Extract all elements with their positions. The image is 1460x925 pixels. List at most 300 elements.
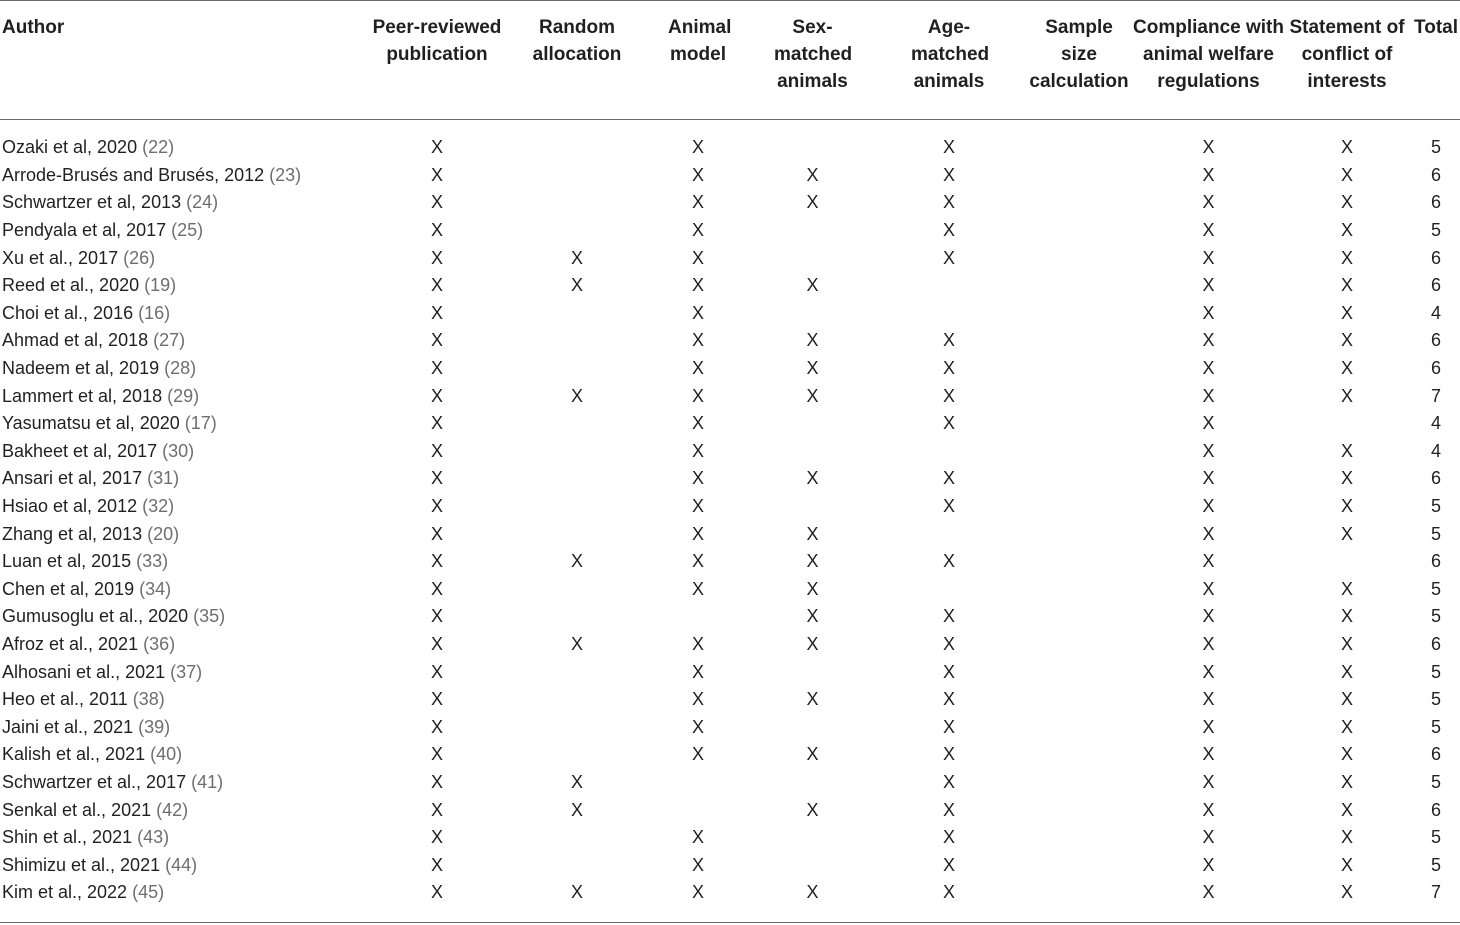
sample-cell <box>1027 493 1131 521</box>
header-conflict: Statement of conflict of interests <box>1286 1 1408 120</box>
total-cell: 6 <box>1430 275 1441 296</box>
sample-cell <box>1027 189 1131 217</box>
table-row <box>0 576 1460 604</box>
author-cell <box>0 382 362 410</box>
conflict-cell: X <box>1340 882 1353 903</box>
peer-cell: X <box>430 578 443 599</box>
reference-link[interactable]: (31) <box>147 468 180 489</box>
welfare-cell: X <box>1202 220 1215 241</box>
animal-cell: X <box>691 578 704 599</box>
sex-cell: X <box>806 275 819 296</box>
reference-link[interactable]: (16) <box>138 302 171 323</box>
conflict-cell: X <box>1340 799 1353 820</box>
age-cell: X <box>942 385 955 406</box>
sample-cell <box>1027 824 1131 852</box>
author-cell <box>0 244 362 272</box>
animal-cell: X <box>691 661 704 682</box>
sex-cell <box>754 217 871 245</box>
random-cell: X <box>570 633 583 654</box>
conflict-cell: X <box>1340 275 1353 296</box>
author-name: Lammert et al, 2018 <box>2 385 168 406</box>
age-cell <box>871 300 1027 328</box>
sex-cell <box>754 244 871 272</box>
animal-cell: X <box>691 496 704 517</box>
random-cell: X <box>570 275 583 296</box>
peer-cell: X <box>430 220 443 241</box>
reference-link[interactable]: (37) <box>170 661 203 682</box>
conflict-cell: X <box>1340 302 1353 323</box>
table-row <box>0 189 1460 217</box>
reference-link[interactable]: (34) <box>139 578 172 599</box>
table-row <box>0 438 1460 466</box>
welfare-cell: X <box>1202 468 1215 489</box>
author-name: Hsiao et al, 2012 <box>2 496 143 517</box>
age-cell: X <box>942 551 955 572</box>
sex-cell: X <box>806 468 819 489</box>
author-name: Shimizu et al., 2021 <box>2 854 166 875</box>
random-cell <box>512 741 642 769</box>
author-name: Gumusoglu et al., 2020 <box>2 606 194 627</box>
peer-cell: X <box>430 164 443 185</box>
sample-cell <box>1027 410 1131 438</box>
animal-cell: X <box>691 192 704 213</box>
author-name: Kim et al., 2022 <box>2 882 133 903</box>
reference-link[interactable]: (33) <box>136 551 169 572</box>
welfare-cell: X <box>1202 302 1215 323</box>
peer-cell: X <box>430 468 443 489</box>
sample-cell <box>1027 465 1131 493</box>
sample-cell <box>1027 658 1131 686</box>
sex-cell: X <box>806 689 819 710</box>
reference-link[interactable]: (27) <box>153 330 186 351</box>
total-cell: 6 <box>1430 330 1441 351</box>
random-cell <box>512 120 642 162</box>
welfare-cell: X <box>1202 496 1215 517</box>
conflict-cell: X <box>1340 496 1353 517</box>
reference-link[interactable]: (38) <box>132 689 165 710</box>
header-age-matched: Age-matched animals <box>871 1 1027 120</box>
peer-cell: X <box>430 799 443 820</box>
random-cell <box>512 327 642 355</box>
reference-link[interactable]: (41) <box>191 771 224 792</box>
total-cell: 7 <box>1430 385 1441 406</box>
conflict-cell: X <box>1340 661 1353 682</box>
sex-cell: X <box>806 633 819 654</box>
reference-link[interactable]: (20) <box>147 523 180 544</box>
random-cell: X <box>570 799 583 820</box>
header-peer-reviewed: Peer-reviewed publication <box>362 1 512 120</box>
author-name: Schwartzer et al, 2013 <box>2 192 187 213</box>
age-cell: X <box>942 771 955 792</box>
author-cell <box>0 686 362 714</box>
author-name: Zhang et al, 2013 <box>2 523 148 544</box>
conflict-cell: X <box>1340 137 1353 158</box>
age-cell: X <box>942 413 955 434</box>
reference-link[interactable]: (39) <box>138 716 171 737</box>
author-name: Reed et al., 2020 <box>2 275 145 296</box>
welfare-cell: X <box>1202 854 1215 875</box>
peer-cell: X <box>430 275 443 296</box>
age-cell: X <box>942 854 955 875</box>
peer-cell: X <box>430 247 443 268</box>
sex-cell: X <box>806 744 819 765</box>
author-name: Ahmad et al, 2018 <box>2 330 154 351</box>
author-cell <box>0 851 362 879</box>
total-cell: 5 <box>1430 606 1441 627</box>
author-name: Nadeem et al, 2019 <box>2 358 165 379</box>
age-cell <box>871 520 1027 548</box>
peer-cell: X <box>430 302 443 323</box>
total-cell: 5 <box>1430 220 1441 241</box>
age-cell: X <box>942 137 955 158</box>
sex-cell: X <box>806 192 819 213</box>
author-name: Kalish et al., 2021 <box>2 744 151 765</box>
peer-cell: X <box>430 827 443 848</box>
random-cell <box>512 300 642 328</box>
author-name: Afroz et al., 2021 <box>2 633 144 654</box>
total-cell: 4 <box>1430 440 1441 461</box>
sex-cell: X <box>806 606 819 627</box>
peer-cell: X <box>430 330 443 351</box>
conflict-cell: X <box>1340 854 1353 875</box>
sample-cell <box>1027 520 1131 548</box>
age-cell: X <box>942 468 955 489</box>
welfare-cell: X <box>1202 827 1215 848</box>
peer-cell: X <box>430 633 443 654</box>
random-cell <box>512 162 642 190</box>
age-cell <box>871 272 1027 300</box>
author-cell <box>0 217 362 245</box>
peer-cell: X <box>430 882 443 903</box>
animal-cell: X <box>691 827 704 848</box>
total-cell: 4 <box>1430 302 1441 323</box>
conflict-cell: X <box>1340 827 1353 848</box>
table-bottom-rule <box>0 922 1460 923</box>
author-cell <box>0 272 362 300</box>
conflict-cell: X <box>1340 330 1353 351</box>
author-cell <box>0 796 362 824</box>
welfare-cell: X <box>1202 330 1215 351</box>
author-cell <box>0 658 362 686</box>
reference-link[interactable]: (17) <box>184 413 217 434</box>
sample-cell <box>1027 796 1131 824</box>
sex-cell: X <box>806 578 819 599</box>
total-cell: 6 <box>1430 247 1441 268</box>
reference-link[interactable]: (40) <box>150 744 183 765</box>
peer-cell: X <box>430 496 443 517</box>
peer-cell: X <box>430 385 443 406</box>
header-random-allocation: Random allocation <box>512 1 642 120</box>
random-cell <box>512 189 642 217</box>
animal-cell: X <box>691 358 704 379</box>
animal-cell <box>642 769 754 797</box>
animal-cell: X <box>691 744 704 765</box>
reference-link[interactable]: (23) <box>269 164 302 185</box>
random-cell <box>512 603 642 631</box>
animal-cell: X <box>691 330 704 351</box>
welfare-cell: X <box>1202 799 1215 820</box>
author-cell <box>0 189 362 217</box>
peer-cell: X <box>430 440 443 461</box>
age-cell <box>871 576 1027 604</box>
sex-cell <box>754 824 871 852</box>
animal-cell <box>642 603 754 631</box>
table-row <box>0 824 1460 852</box>
table-row <box>0 548 1460 576</box>
peer-cell: X <box>430 854 443 875</box>
author-cell <box>0 713 362 741</box>
welfare-cell: X <box>1202 771 1215 792</box>
total-cell: 5 <box>1430 716 1441 737</box>
peer-cell: X <box>430 744 443 765</box>
welfare-cell: X <box>1202 551 1215 572</box>
age-cell: X <box>942 799 955 820</box>
sex-cell: X <box>806 551 819 572</box>
sex-cell: X <box>806 523 819 544</box>
header-welfare: Compliance with animal welfare regulations <box>1131 1 1286 120</box>
reference-link[interactable]: (36) <box>143 633 176 654</box>
age-cell: X <box>942 606 955 627</box>
author-name: Ozaki et al, 2020 <box>2 137 143 158</box>
welfare-cell: X <box>1202 358 1215 379</box>
sample-cell <box>1027 851 1131 879</box>
author-cell <box>0 162 362 190</box>
author-name: Pendyala et al, 2017 <box>2 220 172 241</box>
sex-cell <box>754 493 871 521</box>
author-name: Chen et al, 2019 <box>2 578 140 599</box>
total-cell: 5 <box>1430 523 1441 544</box>
welfare-cell: X <box>1202 440 1215 461</box>
total-cell: 5 <box>1430 827 1441 848</box>
reference-link[interactable]: (25) <box>171 220 204 241</box>
random-cell: X <box>570 771 583 792</box>
random-cell <box>512 465 642 493</box>
reference-link[interactable]: (44) <box>165 854 198 875</box>
reference-link[interactable]: (28) <box>164 358 197 379</box>
author-name: Schwartzer et al., 2017 <box>2 771 192 792</box>
conflict-cell: X <box>1340 771 1353 792</box>
table-row <box>0 658 1460 686</box>
reference-link[interactable]: (26) <box>123 247 156 268</box>
author-cell <box>0 576 362 604</box>
total-cell: 5 <box>1430 137 1441 158</box>
conflict-cell: X <box>1340 468 1353 489</box>
peer-cell: X <box>430 716 443 737</box>
sample-cell <box>1027 382 1131 410</box>
peer-cell: X <box>430 606 443 627</box>
animal-cell: X <box>691 854 704 875</box>
author-cell <box>0 300 362 328</box>
author-cell <box>0 465 362 493</box>
table-row <box>0 272 1460 300</box>
sample-cell <box>1027 713 1131 741</box>
animal-cell: X <box>691 137 704 158</box>
conflict-cell: X <box>1340 578 1353 599</box>
total-cell: 5 <box>1430 496 1441 517</box>
random-cell <box>512 438 642 466</box>
random-cell <box>512 686 642 714</box>
author-cell <box>0 548 362 576</box>
table-row <box>0 520 1460 548</box>
sex-cell <box>754 438 871 466</box>
age-cell: X <box>942 827 955 848</box>
table-row <box>0 851 1460 879</box>
reference-link[interactable]: (43) <box>137 827 170 848</box>
author-name: Xu et al., 2017 <box>2 247 124 268</box>
author-name: Yasumatsu et al, 2020 <box>2 413 185 434</box>
animal-cell: X <box>691 302 704 323</box>
header-row <box>0 1 1460 120</box>
author-name: Alhosani et al., 2021 <box>2 661 171 682</box>
welfare-cell: X <box>1202 882 1215 903</box>
sample-cell <box>1027 120 1131 162</box>
total-cell: 5 <box>1430 854 1441 875</box>
table-row <box>0 879 1460 907</box>
total-cell: 6 <box>1430 633 1441 654</box>
sample-cell <box>1027 879 1131 907</box>
reference-link[interactable]: (32) <box>142 496 175 517</box>
sex-cell <box>754 410 871 438</box>
author-cell <box>0 493 362 521</box>
sex-cell: X <box>806 330 819 351</box>
random-cell <box>512 217 642 245</box>
author-cell <box>0 355 362 383</box>
age-cell: X <box>942 192 955 213</box>
sex-cell: X <box>806 385 819 406</box>
reference-link[interactable]: (29) <box>167 385 200 406</box>
author-cell <box>0 824 362 852</box>
sex-cell <box>754 713 871 741</box>
animal-cell: X <box>691 413 704 434</box>
animal-cell: X <box>691 275 704 296</box>
welfare-cell: X <box>1202 164 1215 185</box>
author-cell <box>0 741 362 769</box>
sample-cell <box>1027 272 1131 300</box>
total-cell: 5 <box>1430 661 1441 682</box>
animal-cell: X <box>691 468 704 489</box>
author-name: Ansari et al, 2017 <box>2 468 148 489</box>
author-cell <box>0 603 362 631</box>
sample-cell <box>1027 603 1131 631</box>
total-cell: 6 <box>1430 358 1441 379</box>
conflict-cell: X <box>1340 220 1353 241</box>
total-cell: 6 <box>1430 799 1441 820</box>
total-cell: 6 <box>1430 468 1441 489</box>
sample-cell <box>1027 438 1131 466</box>
table-row <box>0 120 1460 162</box>
animal-cell: X <box>691 164 704 185</box>
conflict-cell <box>1286 410 1408 438</box>
table-row <box>0 327 1460 355</box>
reference-link[interactable]: (42) <box>156 799 189 820</box>
reference-link[interactable]: (45) <box>132 882 165 903</box>
animal-cell <box>642 796 754 824</box>
sex-cell <box>754 658 871 686</box>
conflict-cell: X <box>1340 716 1353 737</box>
conflict-cell: X <box>1340 440 1353 461</box>
animal-cell: X <box>691 440 704 461</box>
author-cell <box>0 769 362 797</box>
random-cell <box>512 576 642 604</box>
conflict-cell: X <box>1340 192 1353 213</box>
animal-cell: X <box>691 523 704 544</box>
reference-link[interactable]: (24) <box>186 192 219 213</box>
author-cell <box>0 631 362 659</box>
author-cell <box>0 120 362 162</box>
animal-cell: X <box>691 689 704 710</box>
table-row <box>0 603 1460 631</box>
author-name: Choi et al., 2016 <box>2 302 139 323</box>
random-cell: X <box>570 551 583 572</box>
random-cell <box>512 713 642 741</box>
random-cell <box>512 851 642 879</box>
conflict-cell: X <box>1340 606 1353 627</box>
age-cell: X <box>942 220 955 241</box>
age-cell <box>871 438 1027 466</box>
table-row <box>0 355 1460 383</box>
age-cell: X <box>942 882 955 903</box>
conflict-cell: X <box>1340 164 1353 185</box>
reference-link[interactable]: (19) <box>144 275 177 296</box>
animal-cell: X <box>691 633 704 654</box>
peer-cell: X <box>430 689 443 710</box>
table-row <box>0 493 1460 521</box>
random-cell: X <box>570 385 583 406</box>
random-cell <box>512 824 642 852</box>
total-cell: 5 <box>1430 578 1441 599</box>
sample-cell <box>1027 162 1131 190</box>
table-row <box>0 244 1460 272</box>
total-cell: 6 <box>1430 744 1441 765</box>
animal-cell: X <box>691 551 704 572</box>
peer-cell: X <box>430 137 443 158</box>
conflict-cell: X <box>1340 523 1353 544</box>
author-name: Jaini et al., 2021 <box>2 716 139 737</box>
table-row <box>0 382 1460 410</box>
header-animal-model: Animal model <box>642 1 754 120</box>
animal-cell: X <box>691 882 704 903</box>
random-cell <box>512 493 642 521</box>
welfare-cell: X <box>1202 689 1215 710</box>
sex-cell <box>754 851 871 879</box>
author-cell <box>0 879 362 907</box>
welfare-cell: X <box>1202 137 1215 158</box>
random-cell <box>512 520 642 548</box>
sex-cell <box>754 300 871 328</box>
header-sex-matched: Sex-matched animals <box>754 1 871 120</box>
reference-link[interactable]: (22) <box>142 137 175 158</box>
author-name: Luan et al, 2015 <box>2 551 137 572</box>
table-row <box>0 686 1460 714</box>
reference-link[interactable]: (35) <box>193 606 226 627</box>
welfare-cell: X <box>1202 192 1215 213</box>
peer-cell: X <box>430 551 443 572</box>
welfare-cell: X <box>1202 633 1215 654</box>
animal-cell: X <box>691 716 704 737</box>
peer-cell: X <box>430 523 443 544</box>
table-row <box>0 796 1460 824</box>
age-cell: X <box>942 358 955 379</box>
age-cell: X <box>942 496 955 517</box>
sex-cell: X <box>806 799 819 820</box>
table-row <box>0 217 1460 245</box>
sample-cell <box>1027 300 1131 328</box>
welfare-cell: X <box>1202 578 1215 599</box>
random-cell: X <box>570 247 583 268</box>
reference-link[interactable]: (30) <box>162 440 195 461</box>
welfare-cell: X <box>1202 275 1215 296</box>
conflict-cell: X <box>1340 689 1353 710</box>
